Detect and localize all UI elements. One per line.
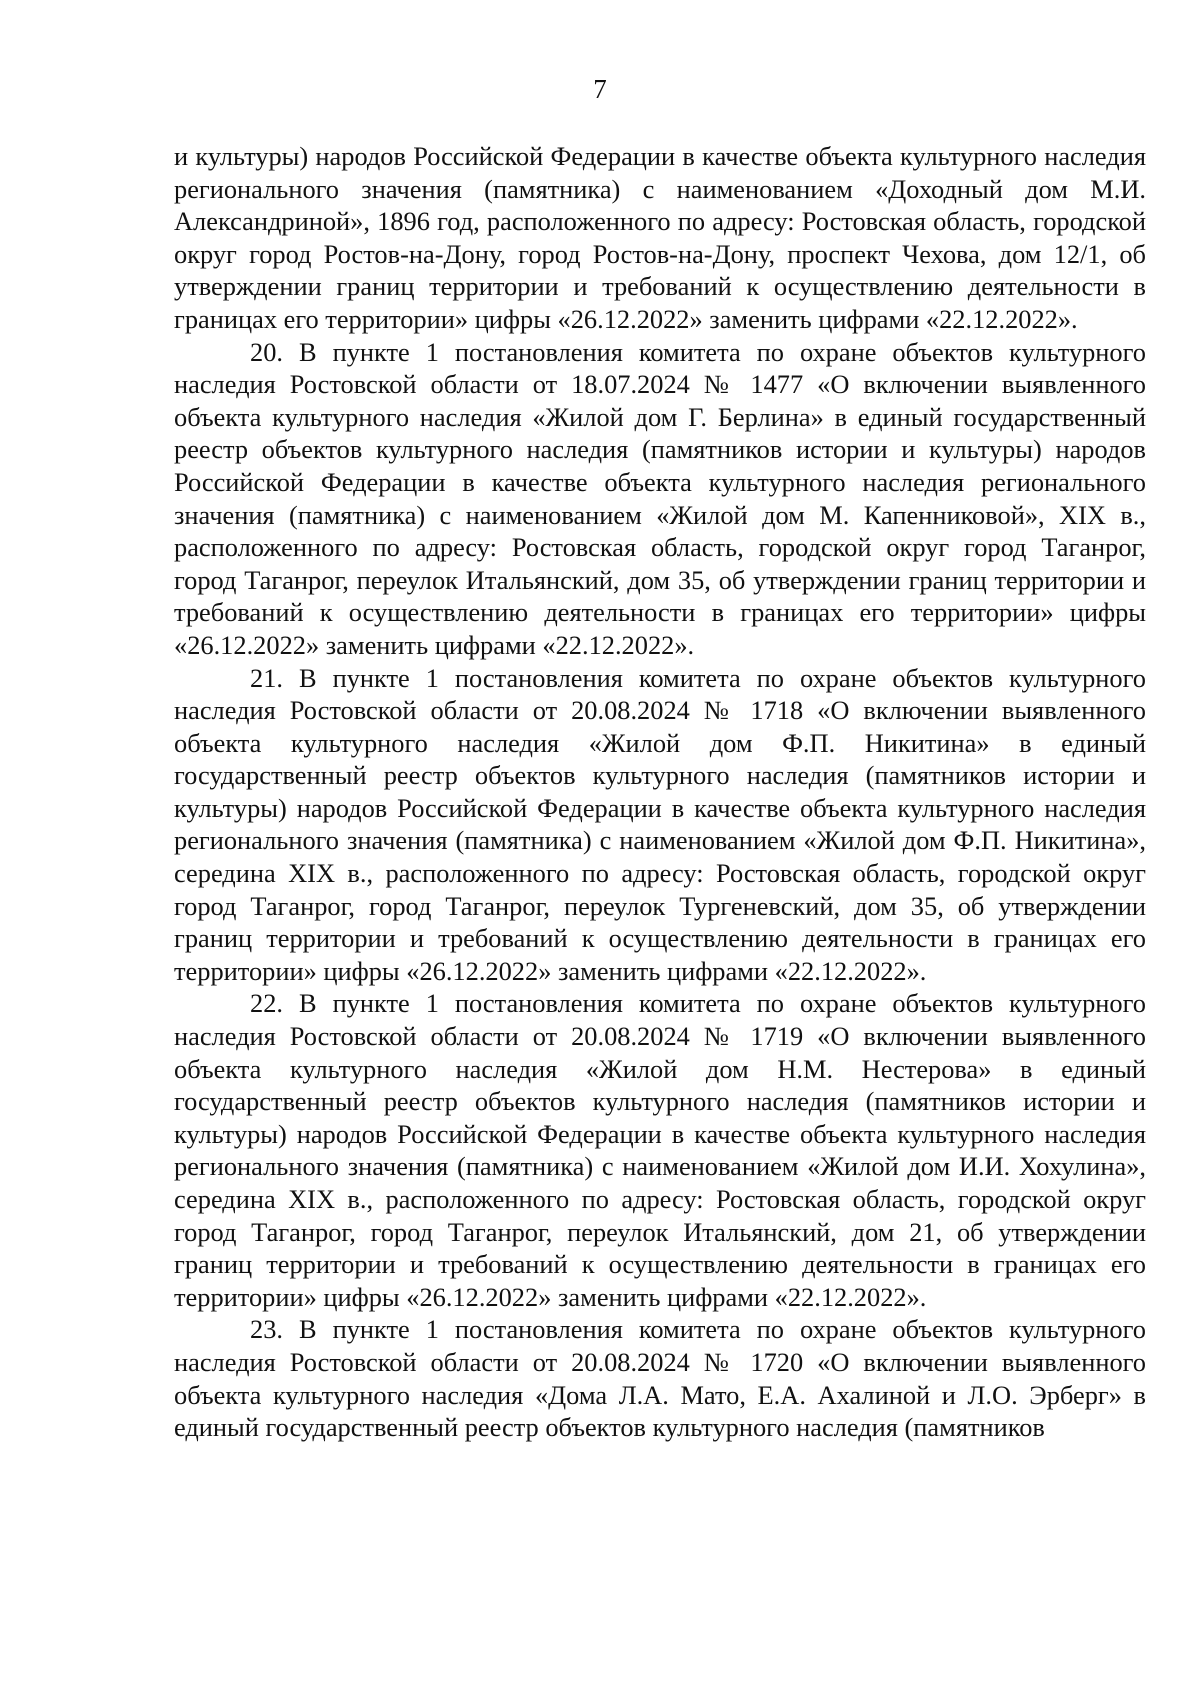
paragraph-continuation: и культуры) народов Российской Федерации в качестве объекта культурного наследия регионального значения (памятника) с наименованием «Доходный дом М.И. Александриной», 1896 год, расположенного по адресу: Ростовская область, городской округ город Ростов-на-Дону, город Ростов-на-Дону, проспект Чехова, дом 12/1, об утверждении границ территории и требований к осуществлению деятельности в границах его территории» цифры «26.12.2022» заменить цифрами «22.12.2022». [174,141,1146,334]
paragraph-item-23: 23. В пункте 1 постановления комитета по охране объектов культурного наследия Ростовской области от 20.08.2024 № 1720 «О включении выявленного объекта культурного наследия «Дома Л.А. Мато, Е.А. Ахалиной и Л.О. Эрберг» в единый государственный реестр объектов культурного наследия (памятников [174,1314,1146,1443]
paragraph-item-22: 22. В пункте 1 постановления комитета по охране объектов культурного наследия Ростовской области от 20.08.2024 № 1719 «О включении выявленного объекта культурного наследия «Жилой дом Н.М. Нестерова» в единый государственный реестр объектов культурного наследия (памятников истории и культуры) народов Российской Федерации в качестве объекта культурного наследия регионального значения (памятника) с наименованием «Жилой дом И.И. Хохулина», середина XIX в., расположенного по адресу: Ростовская область, городской округ город Таганрог, город Таганрог, переулок Итальянский, дом 21, об утверждении границ территории и требований к осуществлению деятельности в границах его территории» цифры «26.12.2022» заменить цифрами «22.12.2022». [174,988,1146,1312]
paragraph-item-21: 21. В пункте 1 постановления комитета по охране объектов культурного наследия Ростовской области от 20.08.2024 № 1718 «О включении выявленного объекта культурного наследия «Жилой дом Ф.П. Никитина» в единый государственный реестр объектов культурного наследия (памятников истории и культуры) народов Российской Федерации в качестве объекта культурного наследия регионального значения (памятника) с наименованием «Жилой дом Ф.П. Никитина», середина XIX в., расположенного по адресу: Ростовская область, городской округ город Таганрог, город Таганрог, переулок Тургеневский, дом 35, об утверждении границ территории и требований к осуществлению деятельности в границах его территории» цифры «26.12.2022» заменить цифрами «22.12.2022». [174,662,1146,986]
paragraph-item-20: 20. В пункте 1 постановления комитета по охране объектов культурного наследия Ростовской области от 18.07.2024 № 1477 «О включении выявленного объекта культурного наследия «Жилой дом Г. Берлина» в единый государственный реестр объектов культурного наследия (памятников истории и культуры) народов Российской Федерации в качестве объекта культурного наследия регионального значения (памятника) с наименованием «Жилой дом М. Капенниковой», XIX в., расположенного по адресу: Ростовская область, городской округ город Таганрог, город Таганрог, переулок Итальянский, дом 35, об утверждении границ территории и требований к осуществлению деятельности в границах его территории» цифры «26.12.2022» заменить цифрами «22.12.2022». [174,336,1146,660]
document-body [174,140,1146,1444]
page-number: 7 [593,74,607,104]
